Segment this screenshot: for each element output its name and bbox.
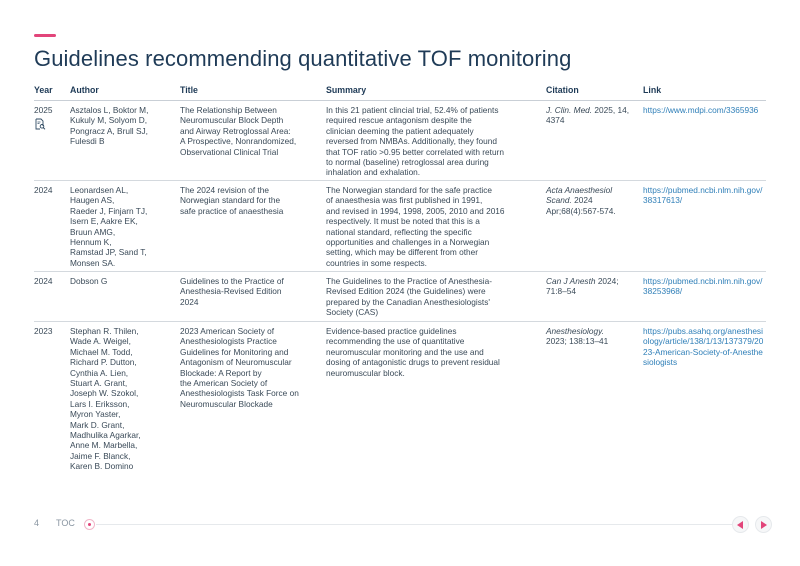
accent-bar [34, 34, 56, 37]
row-title: The Relationship Between Neuromuscular Block Depth and Airway Retroglossal Area: A Prospective, Nonrandomized, Observational Clinical Trial [180, 105, 297, 157]
header-year: Year [34, 85, 53, 95]
citation-journal: Acta Anaesthesiol Scand. [546, 185, 613, 206]
row-author: Asztalos L, Boktor M, Kukuly M, Solyom D, Pongracz A, Brull SJ, Fulesdi B [70, 105, 149, 147]
header-link: Link [643, 85, 662, 95]
citation-journal: J. Clin. Med. [546, 105, 593, 115]
table-row [34, 272, 766, 322]
row-author: Leonardsen AL, Haugen AS, Raeder J, Finjarn TJ, Isern E, Aakre EK, Bruun AMG, Hennum K, Ramstad JP, Sand T, Monsen SA. [70, 185, 148, 268]
row-author: Stephan R. Thilen, Wade A. Weigel, Michael M. Todd, Richard P. Dutton, Cynthia A. Lien, Stuart A. Grant, Joseph W. Szokol, Lars I. Eriksson, Myron Yaster, Mark D. Grant, Madhulika Agarkar, Anne M. Marbella, Jaime F. Blanck, Karen B. Domino [70, 326, 141, 472]
header-summary: Summary [326, 85, 367, 95]
row-year: 2024 [34, 276, 53, 286]
citation-details: 2024 Apr;68(4):567-574. [546, 195, 616, 216]
row-year: 2025 [34, 105, 53, 115]
document-search-icon[interactable] [34, 118, 46, 130]
header-author: Author [70, 85, 99, 95]
caret-right-icon [760, 521, 767, 529]
row-link[interactable]: https://www.mdpi.com/3365936 [643, 105, 759, 115]
citation-details: 2023; 138:13–41 [546, 336, 609, 347]
citation-journal: Can J Anesth [546, 276, 596, 286]
citation-details: 2024; 71:8–54 [546, 276, 619, 297]
row-title: 2023 American Society of Anesthesiologists Practice Guidelines for Monitoring and Antagonism of Neuromuscular Blockade: A Report by the American Society of Anesthesiologists Task Force on Neuromuscular Blockade [180, 326, 299, 409]
progress-dot-icon [84, 519, 95, 530]
table-row [34, 101, 766, 181]
header-title: Title [180, 85, 198, 95]
page-number: 4 [34, 518, 40, 528]
table-row [34, 322, 766, 474]
table-row [34, 181, 766, 272]
row-year: 2024 [34, 185, 53, 195]
row-link[interactable]: https://pubmed.ncbi.nlm.nih.gov/38317613/ [643, 185, 763, 206]
row-summary: In this 21 patient clincial trial, 52.4% of patients required rescue antagonism despite the clinician deeming the patient adequately reversed from NMBAs. Additionally, they found that TOF ratio >0.95 better correlated with return to normal (baseline) retroglossal area during inhalation and exhalation. [326, 105, 504, 178]
row-title: Guidelines to the Practice of Anesthesia-Revised Edition 2024 [180, 276, 284, 307]
row-summary: Evidence-based practice guidelines recommending the use of quantitative neuromuscular monitoring and the use and dosing of antagonistic drugs to prevent residual neuromuscular block. [326, 326, 500, 378]
row-title: The 2024 revision of the Norwegian standard for the safe practice of anaesthesia [180, 185, 284, 216]
citation-journal: Anesthesiology. [546, 326, 604, 336]
footer-divider [96, 524, 732, 525]
row-link[interactable]: https://pubs.asahq.org/anesthesiology/article/138/1/13/137379/2023-American-Society-of-Anesthesiologists [643, 326, 764, 368]
row-link[interactable]: https://pubmed.ncbi.nlm.nih.gov/38253968/ [643, 276, 763, 297]
row-author: Dobson G [70, 276, 108, 286]
row-year: 2023 [34, 326, 53, 336]
row-citation [546, 105, 643, 180]
previous-page-button[interactable] [732, 516, 749, 533]
row-citation [546, 276, 643, 321]
table-header [34, 85, 766, 101]
row-citation [546, 185, 643, 271]
row-summary: The Norwegian standard for the safe practice of anaesthesia was first published in 1991, and revised in 1994, 1998, 2005, 2010 and 2016 respectively. It must be noted that this is a national standard, reflecting the specific opportunities and challenges in a Norwegian setting, which may be different from other countries in some respects. [326, 185, 505, 268]
caret-left-icon [737, 521, 744, 529]
footer [34, 518, 774, 532]
header-citation: Citation [546, 85, 579, 95]
page-title: Guidelines recommending quantitative TOF monitoring [34, 46, 572, 71]
guidelines-table [34, 85, 766, 474]
row-citation [546, 326, 643, 474]
next-page-button[interactable] [755, 516, 772, 533]
row-summary: The Guidelines to the Practice of Anesthesia- Revised Edition 2024 (the Guidelines) were prepared by the Canadian Anesthesiologists' Society (CAS) [326, 276, 493, 318]
toc-link[interactable]: TOC [56, 518, 75, 528]
citation-details: 2025, 14, 4374 [546, 105, 630, 126]
